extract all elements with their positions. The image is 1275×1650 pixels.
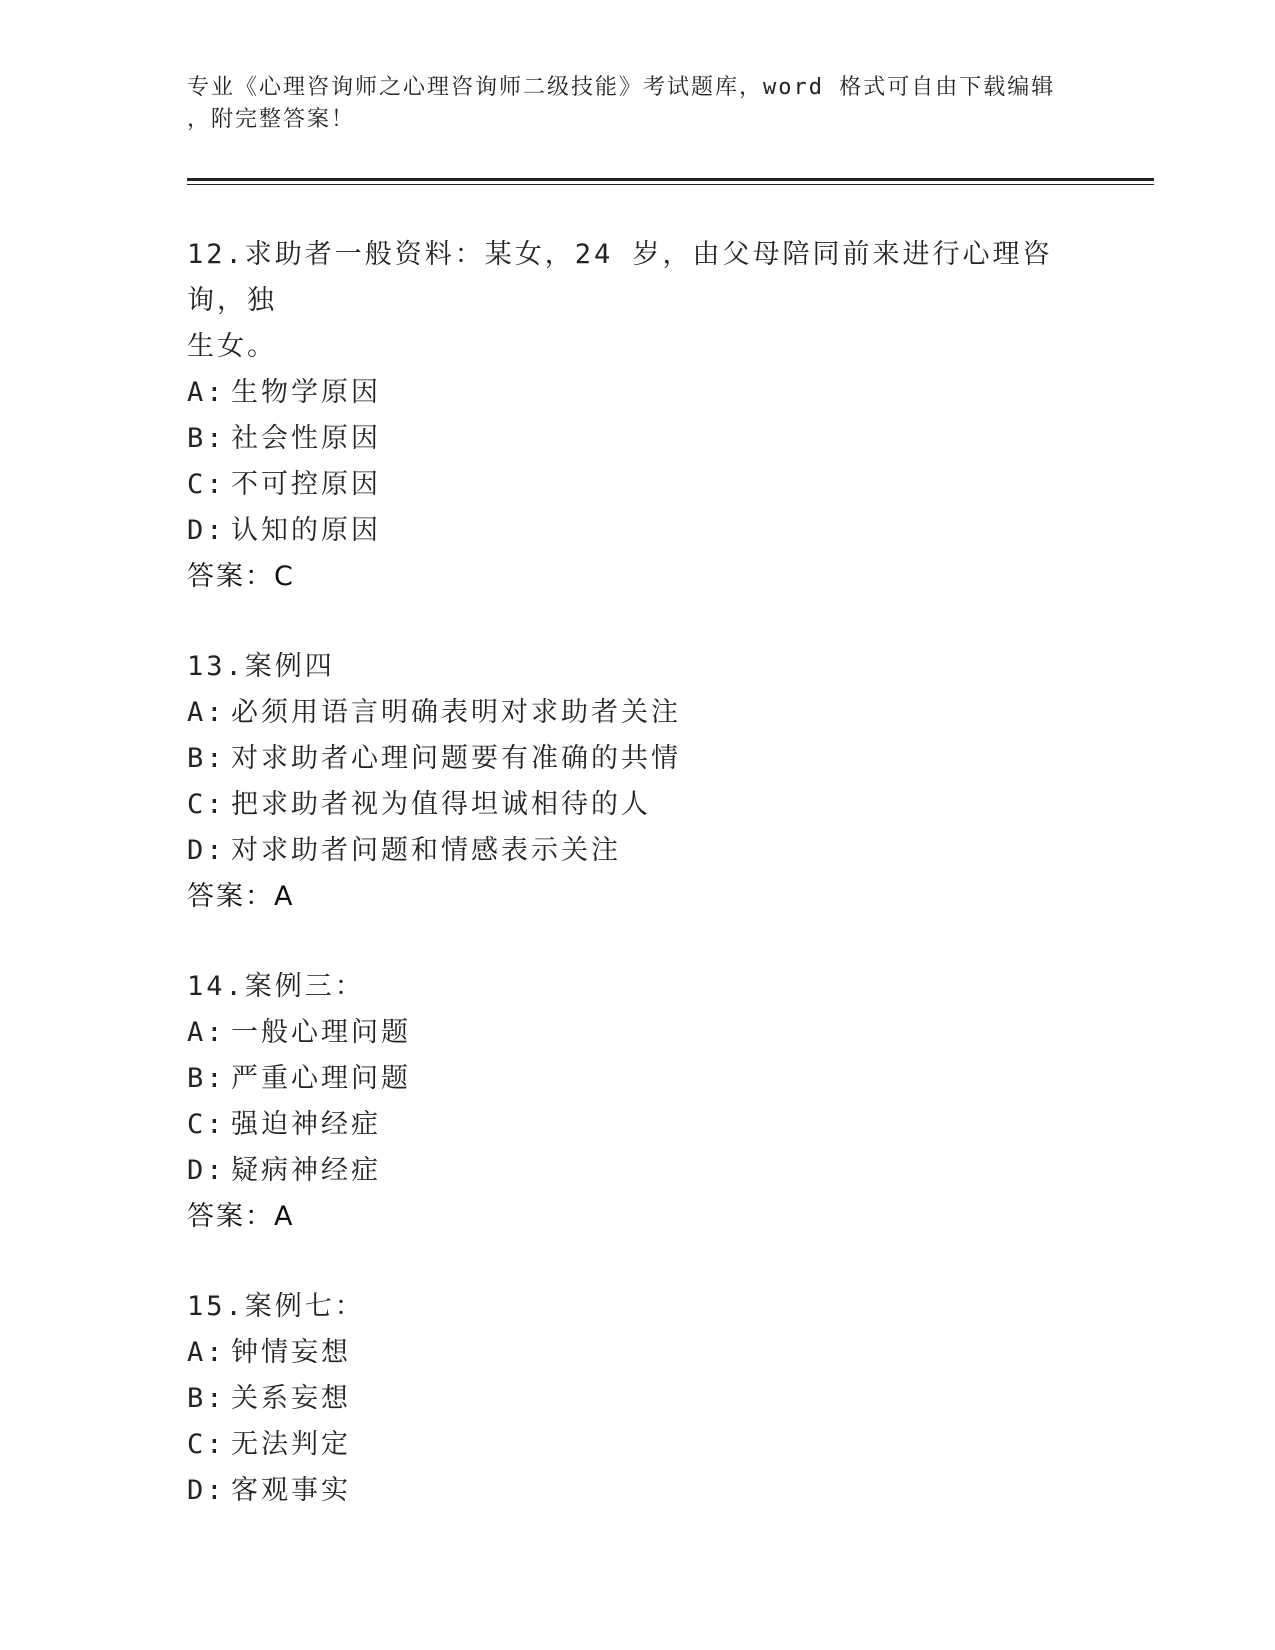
question-stem: 12.求助者一般资料：某女，24 岁，由父母陪同前来进行心理咨询，独 bbox=[187, 239, 1053, 316]
answer-option bbox=[187, 690, 1087, 736]
question-stem: 15.案例七： bbox=[187, 1291, 365, 1322]
option-text: 社会性原因 bbox=[231, 423, 381, 454]
answer-option bbox=[187, 1056, 1087, 1102]
option-text: 生物学原因 bbox=[231, 377, 381, 408]
answer-option bbox=[187, 462, 1087, 508]
option-letter: A: bbox=[187, 1337, 226, 1368]
header-divider-thick bbox=[187, 178, 1154, 181]
option-letter: D: bbox=[187, 1155, 226, 1186]
option-letter: C: bbox=[187, 1109, 226, 1140]
option-letter: B: bbox=[187, 1383, 226, 1414]
option-letter: B: bbox=[187, 1063, 226, 1094]
option-letter: B: bbox=[187, 423, 226, 454]
option-text: 钟情妄想 bbox=[231, 1337, 351, 1368]
option-letter: C: bbox=[187, 789, 226, 820]
answer-option bbox=[187, 1148, 1087, 1194]
option-letter: A: bbox=[187, 697, 226, 728]
option-text: 强迫神经症 bbox=[231, 1109, 381, 1140]
option-text: 把求助者视为值得坦诚相待的人 bbox=[231, 789, 651, 820]
question-stem: 13.案例四 bbox=[187, 651, 335, 682]
option-letter: B: bbox=[187, 743, 226, 774]
question-block bbox=[187, 232, 1087, 600]
header-divider-thin bbox=[187, 184, 1154, 185]
question-list bbox=[187, 232, 1087, 1558]
option-text: 认知的原因 bbox=[231, 515, 381, 546]
question-block bbox=[187, 1284, 1087, 1514]
question-stem: 14.案例三： bbox=[187, 971, 365, 1002]
option-text: 严重心理问题 bbox=[231, 1063, 411, 1094]
answer-key: 答案：A bbox=[187, 881, 295, 912]
header-line-2: ，附完整答案！ bbox=[187, 107, 356, 132]
answer-option bbox=[187, 1468, 1087, 1514]
answer-key: 答案：C bbox=[187, 561, 295, 592]
option-text: 一般心理问题 bbox=[231, 1017, 411, 1048]
document-header bbox=[187, 72, 1087, 136]
answer-option bbox=[187, 1376, 1087, 1422]
question-block bbox=[187, 964, 1087, 1240]
option-text: 疑病神经症 bbox=[231, 1155, 381, 1186]
option-text: 无法判定 bbox=[231, 1429, 351, 1460]
option-text: 对求助者问题和情感表示关注 bbox=[231, 835, 621, 866]
header-line-1: 专业《心理咨询师之心理咨询师二级技能》考试题库，word 格式可自由下载编辑 bbox=[187, 75, 1056, 100]
answer-key: 答案：A bbox=[187, 1201, 295, 1232]
option-letter: D: bbox=[187, 835, 226, 866]
answer-option bbox=[187, 416, 1087, 462]
option-letter: C: bbox=[187, 1429, 226, 1460]
option-text: 关系妄想 bbox=[231, 1383, 351, 1414]
answer-option bbox=[187, 736, 1087, 782]
option-text: 必须用语言明确表明对求助者关注 bbox=[231, 697, 681, 728]
question-block bbox=[187, 644, 1087, 920]
option-letter: D: bbox=[187, 1475, 226, 1506]
option-text: 客观事实 bbox=[231, 1475, 351, 1506]
answer-option bbox=[187, 1102, 1087, 1148]
option-text: 对求助者心理问题要有准确的共情 bbox=[231, 743, 681, 774]
answer-option bbox=[187, 1422, 1087, 1468]
answer-option bbox=[187, 1010, 1087, 1056]
answer-option bbox=[187, 828, 1087, 874]
option-text: 不可控原因 bbox=[231, 469, 381, 500]
answer-option bbox=[187, 782, 1087, 828]
option-letter: D: bbox=[187, 515, 226, 546]
option-letter: A: bbox=[187, 377, 226, 408]
question-stem: 生女。 bbox=[187, 331, 277, 362]
answer-option bbox=[187, 370, 1087, 416]
answer-option bbox=[187, 1330, 1087, 1376]
option-letter: C: bbox=[187, 469, 226, 500]
option-letter: A: bbox=[187, 1017, 226, 1048]
answer-option bbox=[187, 508, 1087, 554]
